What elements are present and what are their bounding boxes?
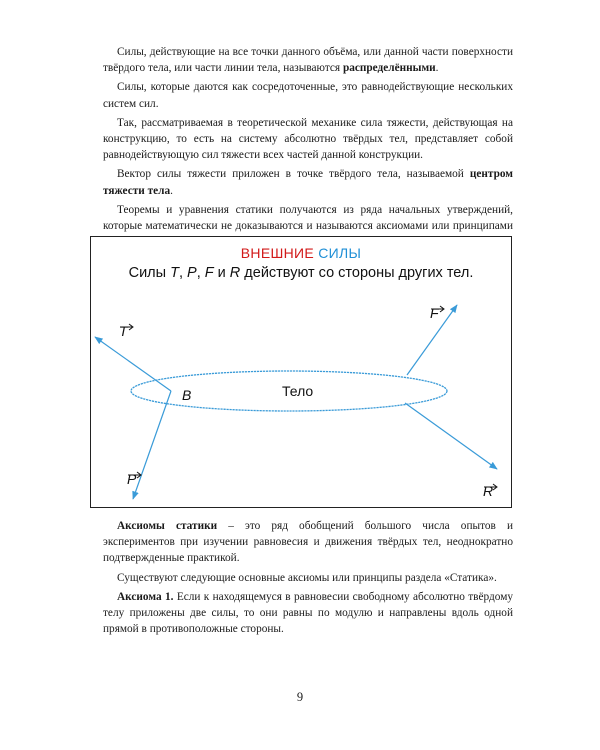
force-line-T: [95, 337, 171, 391]
paragraph-basic-axioms: Существуют следующие основные аксиомы или принципы раздела «Статика».: [117, 571, 497, 584]
paragraph-concentrated-forces: Силы, которые даются как сосредоточенные, это равнодействующие нескольких систем сил.: [103, 81, 513, 110]
paragraph-axioms-intro: Теоремы и уравнения статики получаются из ряда начальных утверждений, которые математически не доказываются и называются аксиомами или принципами: [103, 203, 513, 233]
body-label: Тело: [282, 383, 314, 399]
bottom-text-block: [103, 518, 513, 640]
vector-arrow-icon: [119, 323, 135, 331]
vector-label-T: T: [119, 323, 128, 341]
point-b-label: B: [182, 387, 192, 403]
figure-subtitle: Силы T, P, F и R действуют со стороны других тел.: [128, 265, 474, 281]
vector-label-F: F: [430, 305, 439, 323]
vector-label-P: P: [127, 471, 136, 489]
vector-arrow-icon: [430, 305, 446, 313]
force-line-R: [405, 403, 497, 469]
figure-title: ВНЕШНИЕ СИЛЫ: [240, 245, 362, 261]
paragraph-axiom-1: Аксиома 1. Если к находящемуся в равновесии свободному абсолютно твёрдому телу приложены две силы, то они равны по модулю и направлены вдоль одной прямой в противоположные стороны.: [103, 590, 514, 636]
vector-label-R: R: [483, 483, 493, 501]
vector-arrow-icon: [483, 483, 499, 491]
vector-arrow-icon: [127, 471, 143, 479]
external-forces-figure: [90, 236, 512, 508]
paragraph-distributed-forces: Силы, действующие на все точки данного объёма, или данной части поверхности твёрдого тела, или части линии тела, называются распределёнными.: [103, 46, 513, 75]
paragraph-gravity: Так, рассматриваемая в теоретической механике сила тяжести, действующая на конструкцию, то есть на систему абсолютно твёрдых тел, представляет собой равнодействующую сил тяжести всех частей данной конструкции.: [103, 116, 513, 162]
top-text-block: [103, 44, 513, 253]
force-line-P: [133, 391, 171, 499]
paragraph-center-of-gravity: Вектор силы тяжести приложен в точке твёрдого тела, называемой центром тяжести тела.: [103, 168, 513, 197]
page-number: 9: [296, 690, 304, 704]
paragraph-axioms-definition: Аксиомы статики – это ряд обобщений большого числа опытов и экспериментов при изучении равновесия и движения твёрдых тел, неоднократно подтвержденные практикой.: [103, 520, 513, 565]
